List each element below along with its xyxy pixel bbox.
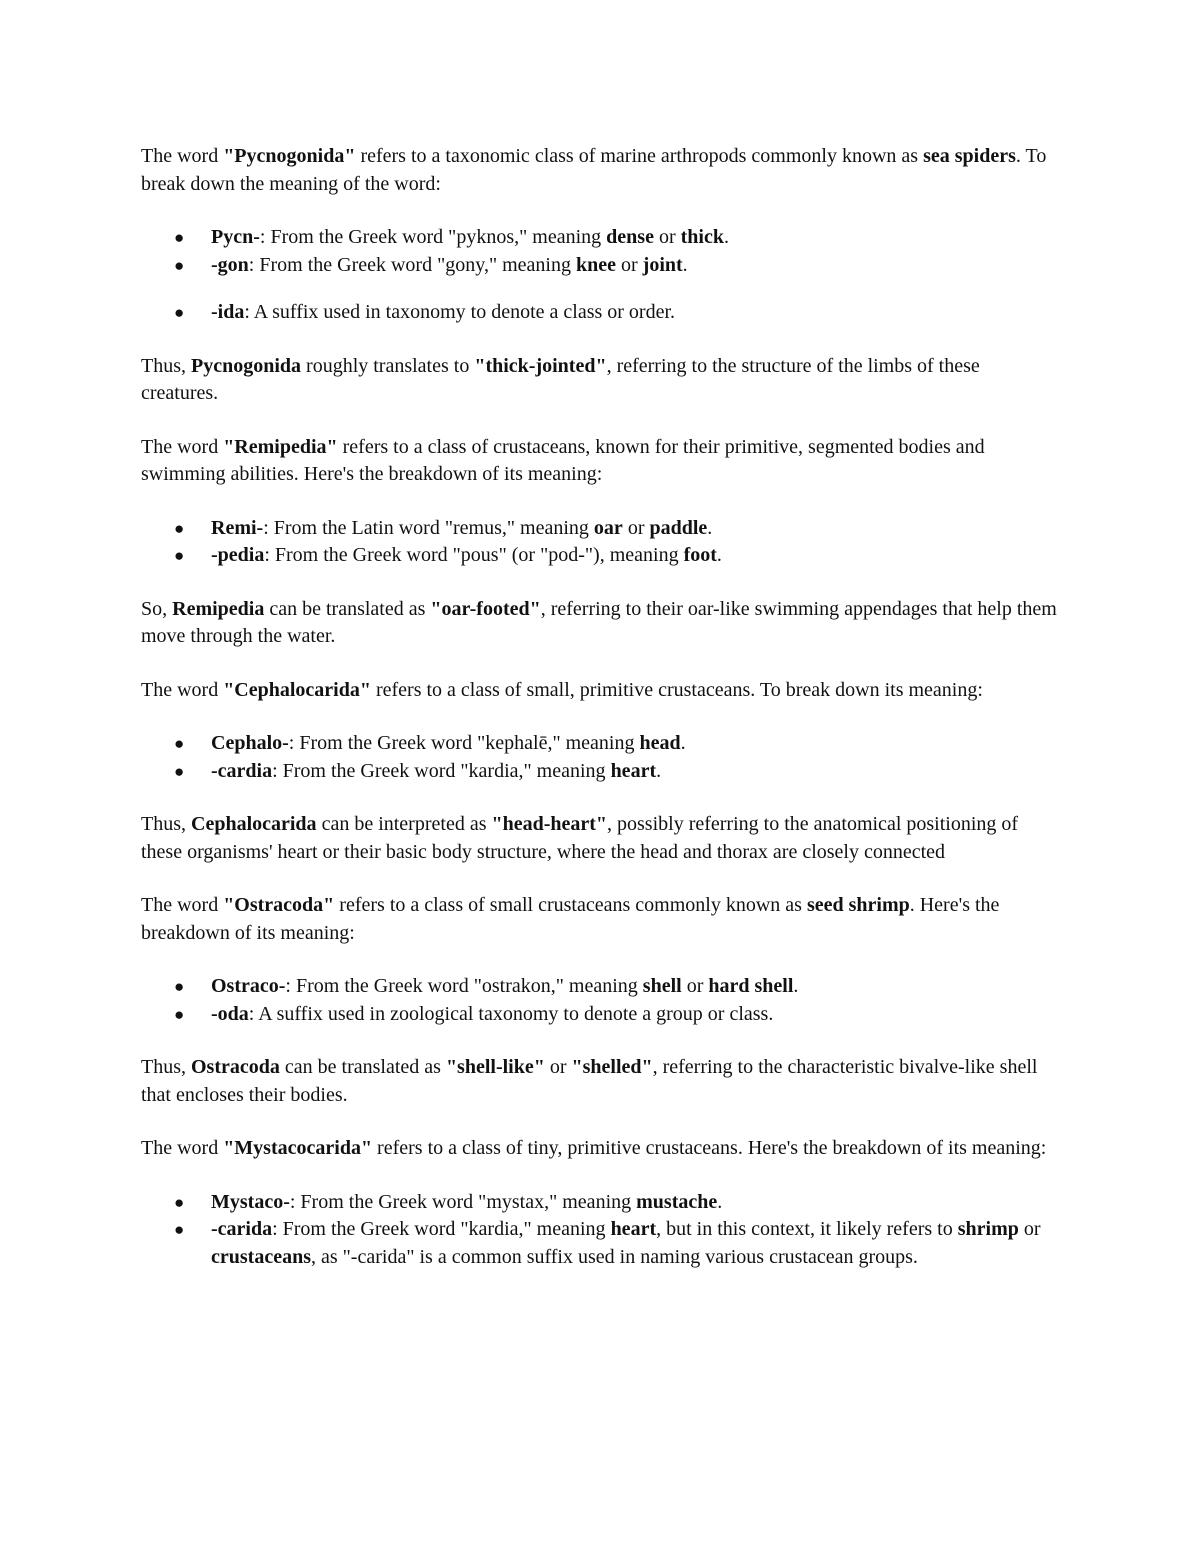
text-run: refers to a class of small, primitive crustaceans. To break down its meaning: xyxy=(370,678,983,701)
bold-text: heart xyxy=(610,759,657,782)
text-run: : From the Greek word "pyknos," meaning xyxy=(259,226,607,248)
text-run: refers to a taxonomic class of marine arthropods commonly known as xyxy=(355,145,924,167)
text-run: or xyxy=(544,1056,572,1078)
bullet-icon: ● xyxy=(174,303,185,322)
text-run: . xyxy=(656,759,662,782)
bold-text: Mystaco- xyxy=(211,1190,290,1213)
bullet-icon: ● xyxy=(174,546,185,565)
bold-text: -gon xyxy=(211,253,249,276)
bold-text: foot xyxy=(683,544,717,566)
text-run: , but in this context, it likely refers to xyxy=(656,1218,958,1240)
bold-text: "oar-footed" xyxy=(430,597,541,620)
text-run: . xyxy=(717,1190,723,1213)
summary-paragraph xyxy=(141,353,1059,408)
bold-text: sea spiders xyxy=(923,145,1016,167)
text-run: . xyxy=(682,253,688,276)
text-run: , referring to the structure of the limbs of these creatures. xyxy=(141,354,980,404)
bold-text: heart xyxy=(610,1218,657,1240)
text-run: : From the Greek word "mystax," meaning xyxy=(289,1190,637,1213)
list-item xyxy=(141,1189,1059,1217)
text-run: : A suffix used in zoological taxonomy to denote a group or class. xyxy=(248,1002,774,1025)
text-run: , referring to their oar-like swimming appendages that help them move through the water. xyxy=(141,597,1057,647)
bold-text: thick xyxy=(680,226,724,248)
etymology-list xyxy=(141,224,1059,327)
text-run: or xyxy=(653,226,681,248)
bold-text: shrimp xyxy=(957,1218,1019,1240)
text-run: Thus, xyxy=(141,354,191,377)
text-run: or xyxy=(681,975,709,997)
text-run: . xyxy=(707,516,713,539)
bold-text: "Cephalocarida" xyxy=(223,678,371,701)
text-run: : From the Latin word "remus," meaning xyxy=(263,516,594,539)
text-run: , possibly referring to the anatomical positioning of these organisms' heart or their basic body structure, where the head and thorax are closely connected xyxy=(141,813,1019,863)
list-item xyxy=(141,299,1059,327)
bold-text: Cephalocarida xyxy=(191,813,317,835)
bold-text: paddle xyxy=(649,516,708,539)
bullet-icon: ● xyxy=(174,761,185,781)
bold-text: Remipedia xyxy=(172,597,265,620)
text-run: : From the Greek word "kardia," meaning xyxy=(272,759,611,782)
list-item xyxy=(141,730,1059,758)
list-item xyxy=(141,252,1059,280)
bold-text: "Mystacocarida" xyxy=(223,1137,373,1159)
bullet-icon: ● xyxy=(174,1004,185,1024)
bold-text: Ostracoda xyxy=(191,1056,280,1078)
text-run: refers to a class of small crustaceans commonly known as xyxy=(334,894,807,916)
list-item xyxy=(141,515,1059,543)
bullet-icon: ● xyxy=(174,518,185,538)
text-run: or xyxy=(1018,1218,1041,1240)
bold-text: "shelled" xyxy=(571,1056,653,1078)
text-run: , referring to the characteristic bivalve-like shell that encloses their bodies. xyxy=(141,1056,1038,1106)
etymology-list xyxy=(141,973,1059,1028)
intro-paragraph xyxy=(141,892,1059,947)
bold-text: "Pycnogonida" xyxy=(223,145,356,167)
bold-text: -ida xyxy=(211,301,245,323)
list-item xyxy=(141,224,1059,252)
bold-text: "Ostracoda" xyxy=(223,894,335,916)
text-run: : From the Greek word "kephalē," meaning xyxy=(288,732,640,754)
bullet-icon: ● xyxy=(174,734,185,753)
bold-text: Ostraco- xyxy=(211,975,286,997)
summary-paragraph xyxy=(141,596,1059,651)
text-run: : From the Greek word "gony," meaning xyxy=(248,253,576,276)
text-run: . xyxy=(716,544,722,566)
text-run: can be translated as xyxy=(279,1056,446,1078)
text-run: . xyxy=(680,732,686,754)
bullet-icon: ● xyxy=(174,228,185,247)
bold-text: Pycnogonida xyxy=(191,354,302,377)
text-run: So, xyxy=(141,597,173,620)
bold-text: "shell-like" xyxy=(445,1056,545,1078)
bold-text: knee xyxy=(575,253,616,276)
text-run: can be translated as xyxy=(264,597,431,620)
bold-text: head xyxy=(639,732,681,754)
bullet-icon: ● xyxy=(174,977,185,996)
etymology-list xyxy=(141,730,1059,785)
text-run: The word xyxy=(141,145,224,167)
list-item xyxy=(141,1216,1059,1271)
bold-text: -cardia xyxy=(211,759,273,782)
list-item xyxy=(141,973,1059,1001)
text-run: The word xyxy=(141,894,224,916)
text-run: roughly translates to xyxy=(301,354,475,377)
list-item xyxy=(141,758,1059,786)
bold-text: -oda xyxy=(211,1002,249,1025)
bold-text: hard shell xyxy=(708,975,794,997)
text-run: . xyxy=(793,975,799,997)
bold-text: oar xyxy=(593,516,623,539)
bold-text: mustache xyxy=(636,1190,718,1213)
bullet-icon: ● xyxy=(174,1192,185,1212)
bold-text: Cephalo- xyxy=(211,732,289,754)
bold-text: seed shrimp xyxy=(806,894,910,916)
etymology-list xyxy=(141,1189,1059,1272)
text-run: : From the Greek word "pous" (or "pod-"), meaning xyxy=(264,544,684,566)
text-run: refers to a class of tiny, primitive crustaceans. Here's the breakdown of its meaning: xyxy=(372,1137,1047,1159)
bold-text: "Remipedia" xyxy=(223,435,338,458)
bullet-icon: ● xyxy=(174,1220,185,1239)
text-run: The word xyxy=(141,1137,224,1159)
bold-text: -carida xyxy=(211,1218,273,1240)
text-run: Thus, xyxy=(141,813,191,835)
summary-paragraph xyxy=(141,1054,1059,1109)
intro-paragraph xyxy=(141,434,1059,489)
text-run: : From the Greek word "kardia," meaning xyxy=(272,1218,611,1240)
bold-text: shell xyxy=(642,975,682,997)
intro-paragraph xyxy=(141,677,1059,705)
bold-text: "thick-jointed" xyxy=(474,354,607,377)
text-run: . To break down the meaning of the word: xyxy=(141,145,1047,195)
bold-text: Remi- xyxy=(211,516,264,539)
bold-text: crustaceans xyxy=(211,1245,311,1268)
bold-text: joint xyxy=(642,253,683,276)
bold-text: "head-heart" xyxy=(491,813,608,835)
intro-paragraph xyxy=(141,143,1059,198)
text-run: or xyxy=(622,516,650,539)
text-run: . Here's the breakdown of its meaning: xyxy=(141,894,1000,944)
bullet-icon: ● xyxy=(174,255,185,275)
list-item xyxy=(141,1001,1059,1029)
text-run: : From the Greek word "ostrakon," meaning xyxy=(285,975,643,997)
document-body xyxy=(141,143,1059,1297)
intro-paragraph xyxy=(141,1135,1059,1163)
text-run: . xyxy=(723,226,729,248)
etymology-list xyxy=(141,515,1059,570)
list-item xyxy=(141,542,1059,570)
text-run: The word xyxy=(141,678,224,701)
text-run: or xyxy=(615,253,643,276)
text-run: The word xyxy=(141,435,224,458)
bold-text: -pedia xyxy=(211,544,265,566)
text-run: refers to a class of crustaceans, known for their primitive, segmented bodies and swimming abilities. Here's the breakdown of its meaning: xyxy=(141,435,985,485)
text-run: can be interpreted as xyxy=(316,813,492,835)
bold-text: dense xyxy=(606,226,654,248)
summary-paragraph xyxy=(141,811,1059,866)
text-run: : A suffix used in taxonomy to denote a class or order. xyxy=(244,301,676,323)
text-run: Thus, xyxy=(141,1056,191,1078)
text-run: , as "-carida" is a common suffix used in naming various crustacean groups. xyxy=(310,1245,918,1268)
bold-text: Pycn- xyxy=(211,226,260,248)
